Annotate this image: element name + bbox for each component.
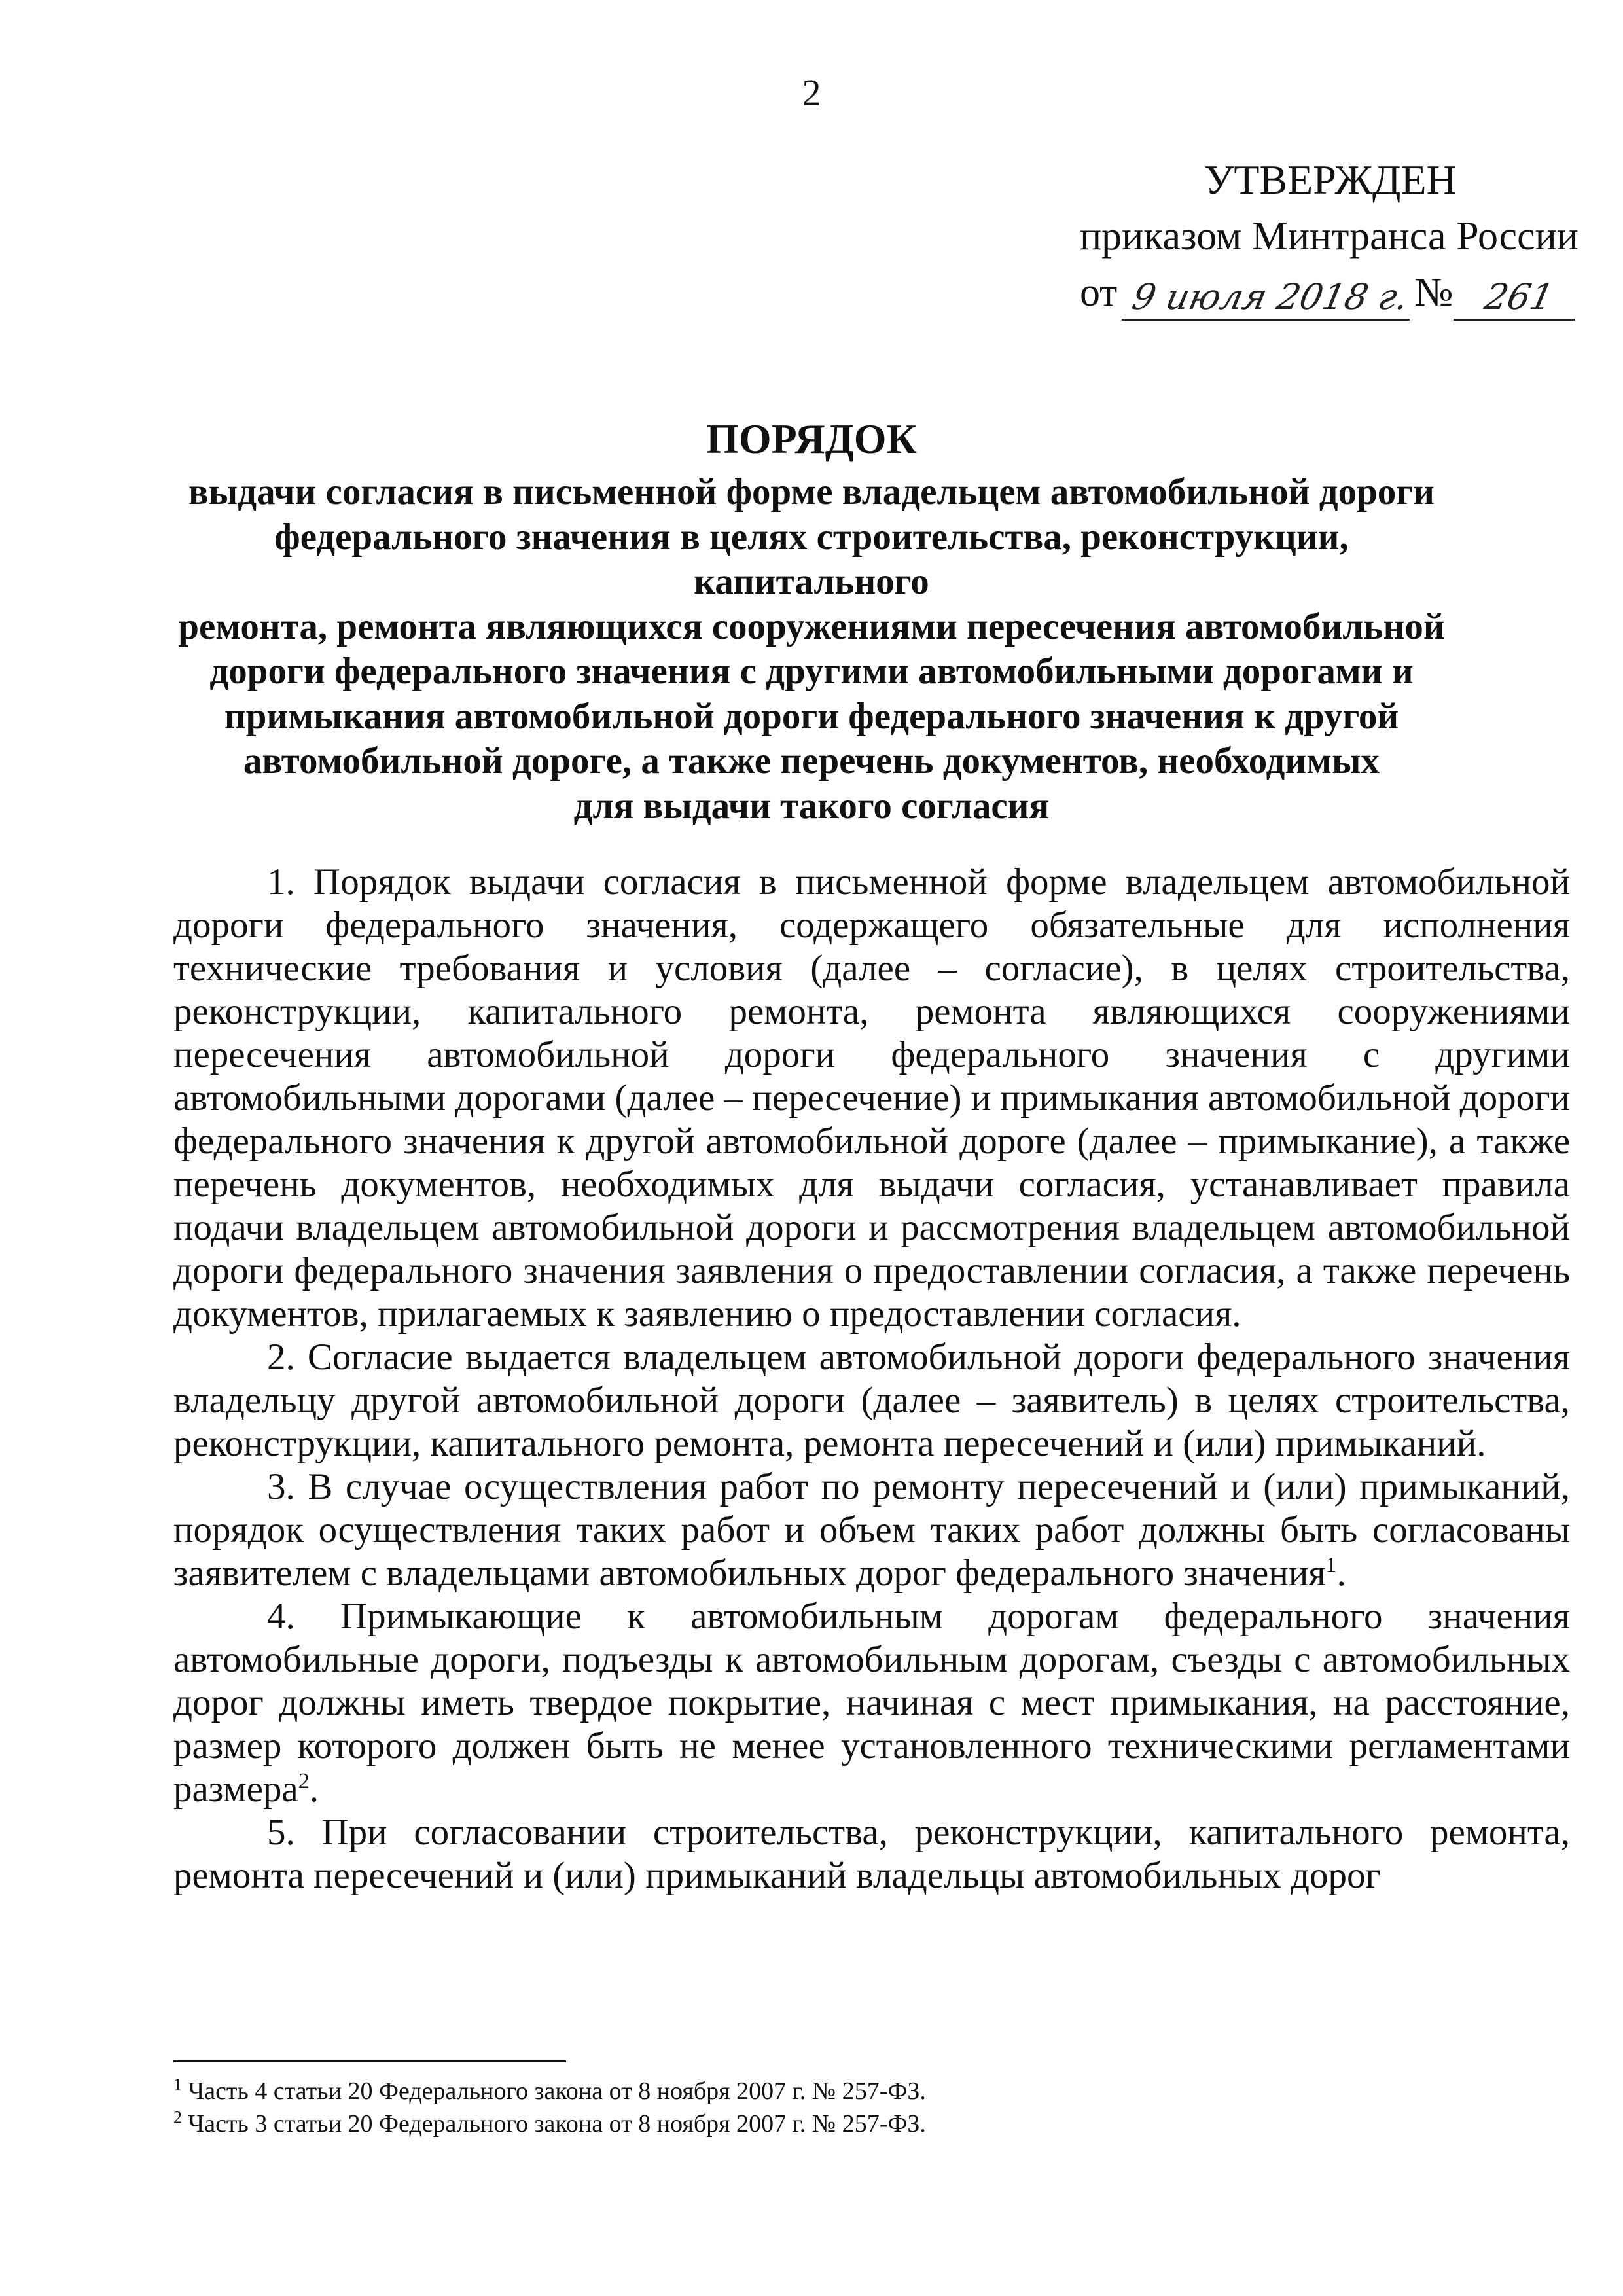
document-heading: ПОРЯДОК <box>706 416 917 462</box>
paragraph-3 <box>173 1465 1570 1595</box>
handwritten-date: 9 июля 2018 г. <box>1122 276 1419 321</box>
paragraph-text: 5. При согласовании строительства, реконструкции, капитального ремонта, ремонта пересечений и (или) примыканий владельцы автомобильных дорог <box>173 1812 1570 1896</box>
paragraph-text: 1. Порядок выдачи согласия в письменной форме владельцем автомобильной дороги федерального значения, содержащего обязательные для исполнения технические требования и условия (далее – согласие), в целях строительства, реконструкции, капитального ремонта, ремонта являющихся сооружениями пересечения автомобильной дороги федерального значения с другими автомобильными дорогами (далее – пересечение) и примыкания автомобильной дороги федерального значения к другой автомобильной дороге (далее – примыкание), а также перечень документов, необходимых для выдачи согласия, устанавливает правила подачи владельцем автомобильной дороги и рассмотрения владельцем автомобильной дороги федерального значения заявления о предоставлении согласия, а также перечень документов, прилагаемых к заявлению о предоставлении согласия. <box>173 861 1570 1335</box>
footnote-mark: 2 <box>173 2108 182 2127</box>
footnote-text: Часть 4 статьи 20 Федерального закона от 8 ноября 2007 г. № 257-ФЗ. <box>182 2077 926 2105</box>
document-subtitle <box>157 470 1466 829</box>
approval-number-sign: № <box>1414 270 1454 315</box>
footnote-mark: 1 <box>173 2075 182 2094</box>
subtitle-line: дороги федерального значения с другими автомобильными дорогами и <box>209 651 1414 692</box>
approval-date-line <box>1080 264 1584 321</box>
handwritten-order-number: 261 <box>1454 276 1585 321</box>
footnote-reference: 1 <box>1325 1553 1337 1577</box>
footnote-divider <box>173 2060 566 2062</box>
subtitle-line: примыкания автомобильной дороги федерального значения к другой <box>224 695 1399 737</box>
paragraph-text: 2. Согласие выдается владельцем автомобильной дороги федерального значения владельцу другой автомобильной дороги (далее – заявитель) в целях строительства, реконструкции, капитального ремонта, ремонта пересечений и (или) примыканий. <box>173 1336 1570 1464</box>
footnote-reference: 2 <box>298 1769 310 1793</box>
subtitle-line: ремонта, ремонта являющихся сооружениями пересечения автомобильной <box>178 605 1445 647</box>
page-number: 2 <box>802 71 821 114</box>
paragraph-2 <box>173 1336 1570 1465</box>
paragraph-1 <box>173 861 1570 1336</box>
subtitle-line: выдачи согласия в письменной форме владельцем автомобильной дороги <box>188 471 1435 512</box>
paragraph-text: 4. Примыкающие к автомобильным дорогам федерального значения автомобильные дороги, подъезды к автомобильным дорогам, съезды с автомобильных дорог должны иметь твердое покрытие, начиная с мест примыкания, на расстояние, размер которого должен быть не менее установленного техническими регламентами размера <box>173 1596 1570 1810</box>
paragraph-tail: . <box>1336 1552 1346 1594</box>
paragraph-4 <box>173 1595 1570 1811</box>
approved-by-order: приказом Минтранса России <box>1080 214 1578 259</box>
subtitle-line: федерального значения в целях строительства, реконструкции, капитального <box>274 516 1349 602</box>
approval-from-prefix: от <box>1080 270 1118 315</box>
subtitle-line: автомобильной дороге, а также перечень документов, необходимых <box>243 740 1380 781</box>
approved-label: УТВЕРЖДЕН <box>1204 156 1457 203</box>
footnotes <box>173 2075 1570 2140</box>
subtitle-line: для выдачи такого согласия <box>573 785 1050 827</box>
paragraph-5 <box>173 1811 1570 1897</box>
paragraph-tail: . <box>309 1768 319 1810</box>
document-title <box>157 412 1466 829</box>
footnote-1 <box>173 2075 1570 2108</box>
footnote-2 <box>173 2108 1570 2140</box>
paragraph-text: 3. В случае осуществления работ по ремонту пересечений и (или) примыканий, порядок осуществления таких работ и объем таких работ должны быть согласованы заявителем с владельцами автомобильных дорог федерального значения <box>173 1466 1570 1594</box>
footnote-text: Часть 3 статьи 20 Федерального закона от 8 ноября 2007 г. № 257-ФЗ. <box>182 2110 926 2138</box>
document-body <box>173 861 1570 1897</box>
approval-stamp <box>1080 152 1584 321</box>
